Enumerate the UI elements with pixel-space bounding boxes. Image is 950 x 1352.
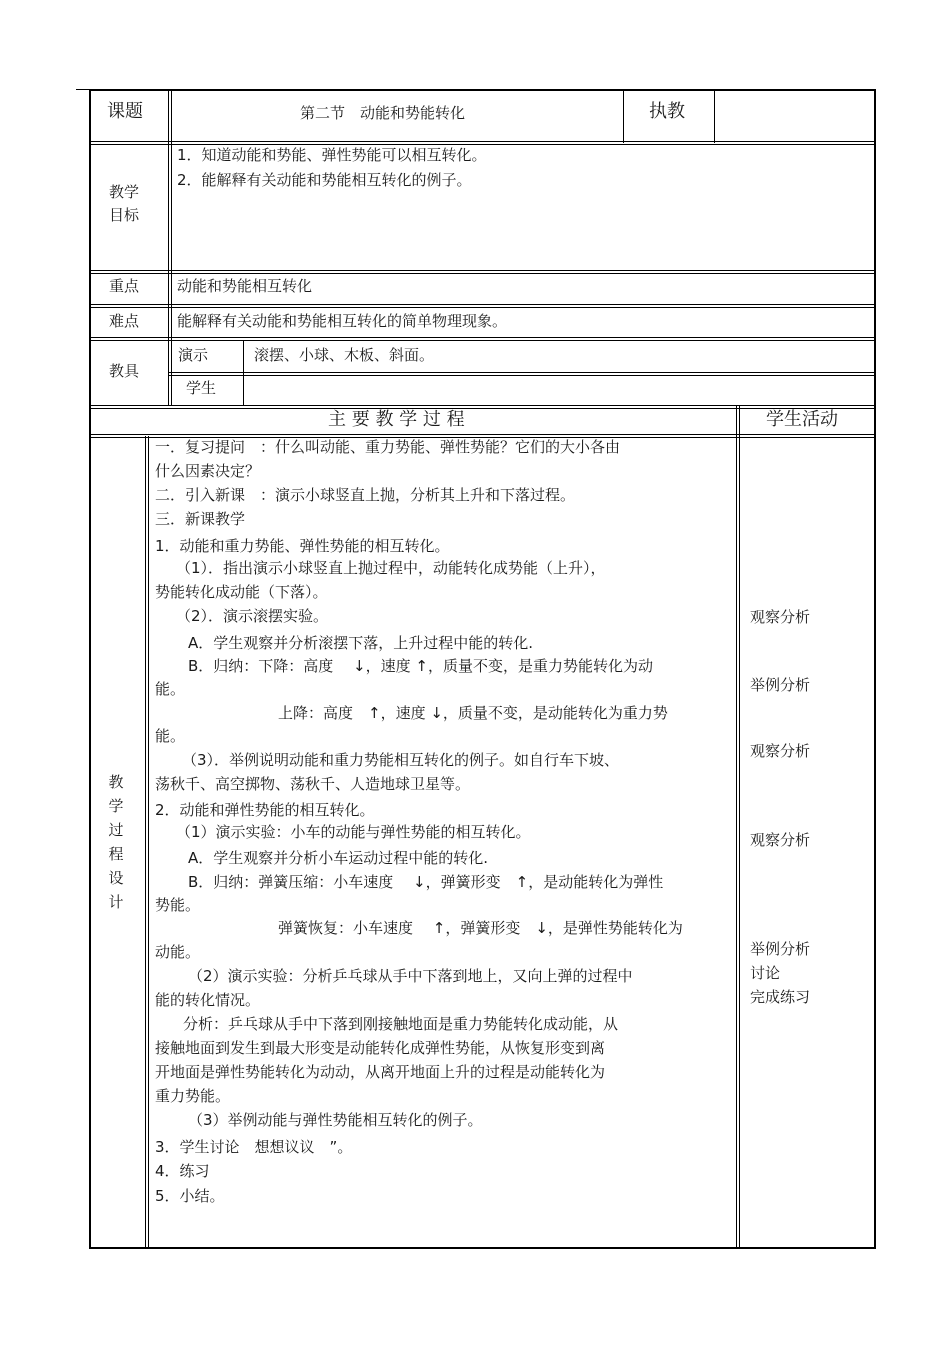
row-sep	[89, 273, 876, 274]
difficulty-label: 难点	[109, 312, 140, 330]
activity-item: 完成练习	[750, 988, 811, 1006]
col-sep	[243, 340, 244, 406]
topic-value: 第二节 动能和势能转化	[300, 104, 466, 122]
process-line: 上降：高度 ↑，速度 ↓，质量不变，是动能转化为重力势	[278, 704, 668, 722]
col-sep	[148, 436, 149, 1249]
process-line: 能。	[155, 680, 186, 698]
process-line: （3）．举例说明动能和重力势能相互转化的例子。如自行车下坡、	[182, 751, 620, 769]
process-line: （1）．指出演示小球竖直上抛过程中，动能转化成势能（上升），	[176, 559, 606, 577]
process-line: 重力势能。	[155, 1087, 231, 1105]
difficulty-value: 能解释有关动能和势能相互转化的简单物理现象。	[177, 312, 508, 330]
process-line: 势能。	[155, 896, 201, 914]
row-sep	[89, 337, 876, 338]
process-line: 一．复习提问 ：什么叫动能、重力势能、弹性势能？它们的大小各由	[155, 438, 621, 456]
table-top-border	[89, 89, 876, 91]
table-right-border	[874, 89, 876, 1249]
process-line: 什么因素决定？	[155, 462, 261, 480]
process-line: 1．动能和重力势能、弹性势能的相互转化。	[155, 537, 450, 555]
design-label-char: 教	[108, 773, 124, 791]
process-line: 接触地面到发生到最大形变是动能转化成弹性势能，从恢复形变到离	[155, 1039, 606, 1057]
row-sep	[89, 141, 876, 142]
activity-item: 观察分析	[750, 831, 811, 849]
process-line: 能。	[155, 727, 186, 745]
process-header-main: 主 要 教 学 过 程	[328, 409, 465, 430]
activity-item: 举例分析	[750, 676, 811, 694]
process-line: 5．小结。	[155, 1187, 225, 1205]
topic-label: 课题	[107, 101, 143, 122]
row-sep	[89, 434, 876, 435]
process-line: （2）演示实验：分析乒乓球从手中下落到地上，又向上弹的过程中	[188, 967, 633, 985]
process-line: （2）．演示滚摆实验。	[176, 607, 329, 625]
tools-demo-label: 演示	[178, 346, 209, 364]
col-sep	[623, 89, 624, 143]
row-sep	[89, 408, 876, 409]
teacher-label: 执教	[649, 101, 685, 122]
objectives-label-line2: 目标	[109, 206, 140, 224]
process-line: （3）举例动能与弹性势能相互转化的例子。	[188, 1111, 483, 1129]
design-label-char: 计	[108, 893, 124, 911]
row-sep	[168, 372, 876, 373]
table-bottom-border	[89, 1247, 876, 1249]
process-line: 三．新课教学	[155, 510, 246, 528]
process-line: 2．动能和弹性势能的相互转化。	[155, 801, 375, 819]
process-line: 分析：乒乓球从手中下落到刚接触地面是重力势能转化成动能，从	[183, 1015, 619, 1033]
process-line: 开地面是弹性势能转化为动动，从离开地面上升的过程是动能转化为	[155, 1063, 606, 1081]
stray-top-line	[76, 89, 90, 90]
objective-item: 1．知道动能和势能、弹性势能可以相互转化。	[177, 146, 487, 164]
row-sep	[89, 307, 876, 308]
process-line: B．归纳：下降：高度 ↓，速度 ↑，质量不变，是重力势能转化为动	[188, 657, 653, 675]
tools-student-label: 学生	[186, 379, 217, 397]
design-label-char: 学	[108, 797, 124, 815]
row-sep	[89, 405, 876, 406]
tools-demo-value: 滚摆、小球、木板、斜面。	[254, 346, 435, 364]
col-sep	[739, 405, 740, 1249]
col-sep	[171, 89, 172, 406]
col-sep	[736, 405, 737, 1249]
activity-item: 观察分析	[750, 742, 811, 760]
process-line: 二．引入新课 ：演示小球竖直上抛，分析其上升和下落过程。	[155, 486, 576, 504]
process-line: 3．学生讨论 想想议议 ”。	[155, 1138, 353, 1156]
process-header-activity: 学生活动	[766, 409, 838, 430]
row-sep	[89, 270, 876, 271]
process-line: 弹簧恢复：小车速度 ↑，弹簧形变 ↓，是弹性势能转化为	[278, 919, 683, 937]
design-label-char: 程	[108, 845, 124, 863]
activity-item: 讨论	[750, 964, 781, 982]
process-line: 荡秋千、高空掷物、荡秋千、人造地球卫星等。	[155, 775, 471, 793]
process-line: A．学生观察并分析小车运动过程中能的转化.	[188, 849, 489, 867]
process-line: B．归纳：弹簧压缩：小车速度 ↓，弹簧形变 ↑，是动能转化为弹性	[188, 873, 664, 891]
process-line: （1）演示实验：小车的动能与弹性势能的相互转化。	[176, 823, 531, 841]
key-point-label: 重点	[109, 277, 140, 295]
activity-item: 观察分析	[750, 608, 811, 626]
process-line: 势能转化成动能（下落）。	[155, 583, 328, 601]
design-label-char: 设	[108, 869, 124, 887]
tools-label: 教具	[109, 362, 140, 380]
row-sep	[168, 375, 876, 376]
design-label-char: 过	[108, 821, 124, 839]
design-vertical-label	[106, 770, 126, 914]
row-sep	[89, 304, 876, 305]
objective-item: 2．能解释有关动能和势能相互转化的例子。	[177, 171, 472, 189]
process-line: 动能。	[155, 943, 201, 961]
process-line: A．学生观察并分析滚摆下落，上升过程中能的转化.	[188, 634, 534, 652]
activity-item: 举例分析	[750, 940, 811, 958]
key-point-value: 动能和势能相互转化	[177, 277, 313, 295]
objectives-label-line1: 教学	[109, 183, 140, 201]
table-left-border	[89, 89, 91, 1249]
process-line: 4．练习	[155, 1162, 210, 1180]
process-line: 能的转化情况。	[155, 991, 261, 1009]
col-sep	[714, 89, 715, 143]
col-sep	[145, 436, 146, 1249]
row-sep	[89, 340, 876, 341]
col-sep	[168, 89, 169, 406]
